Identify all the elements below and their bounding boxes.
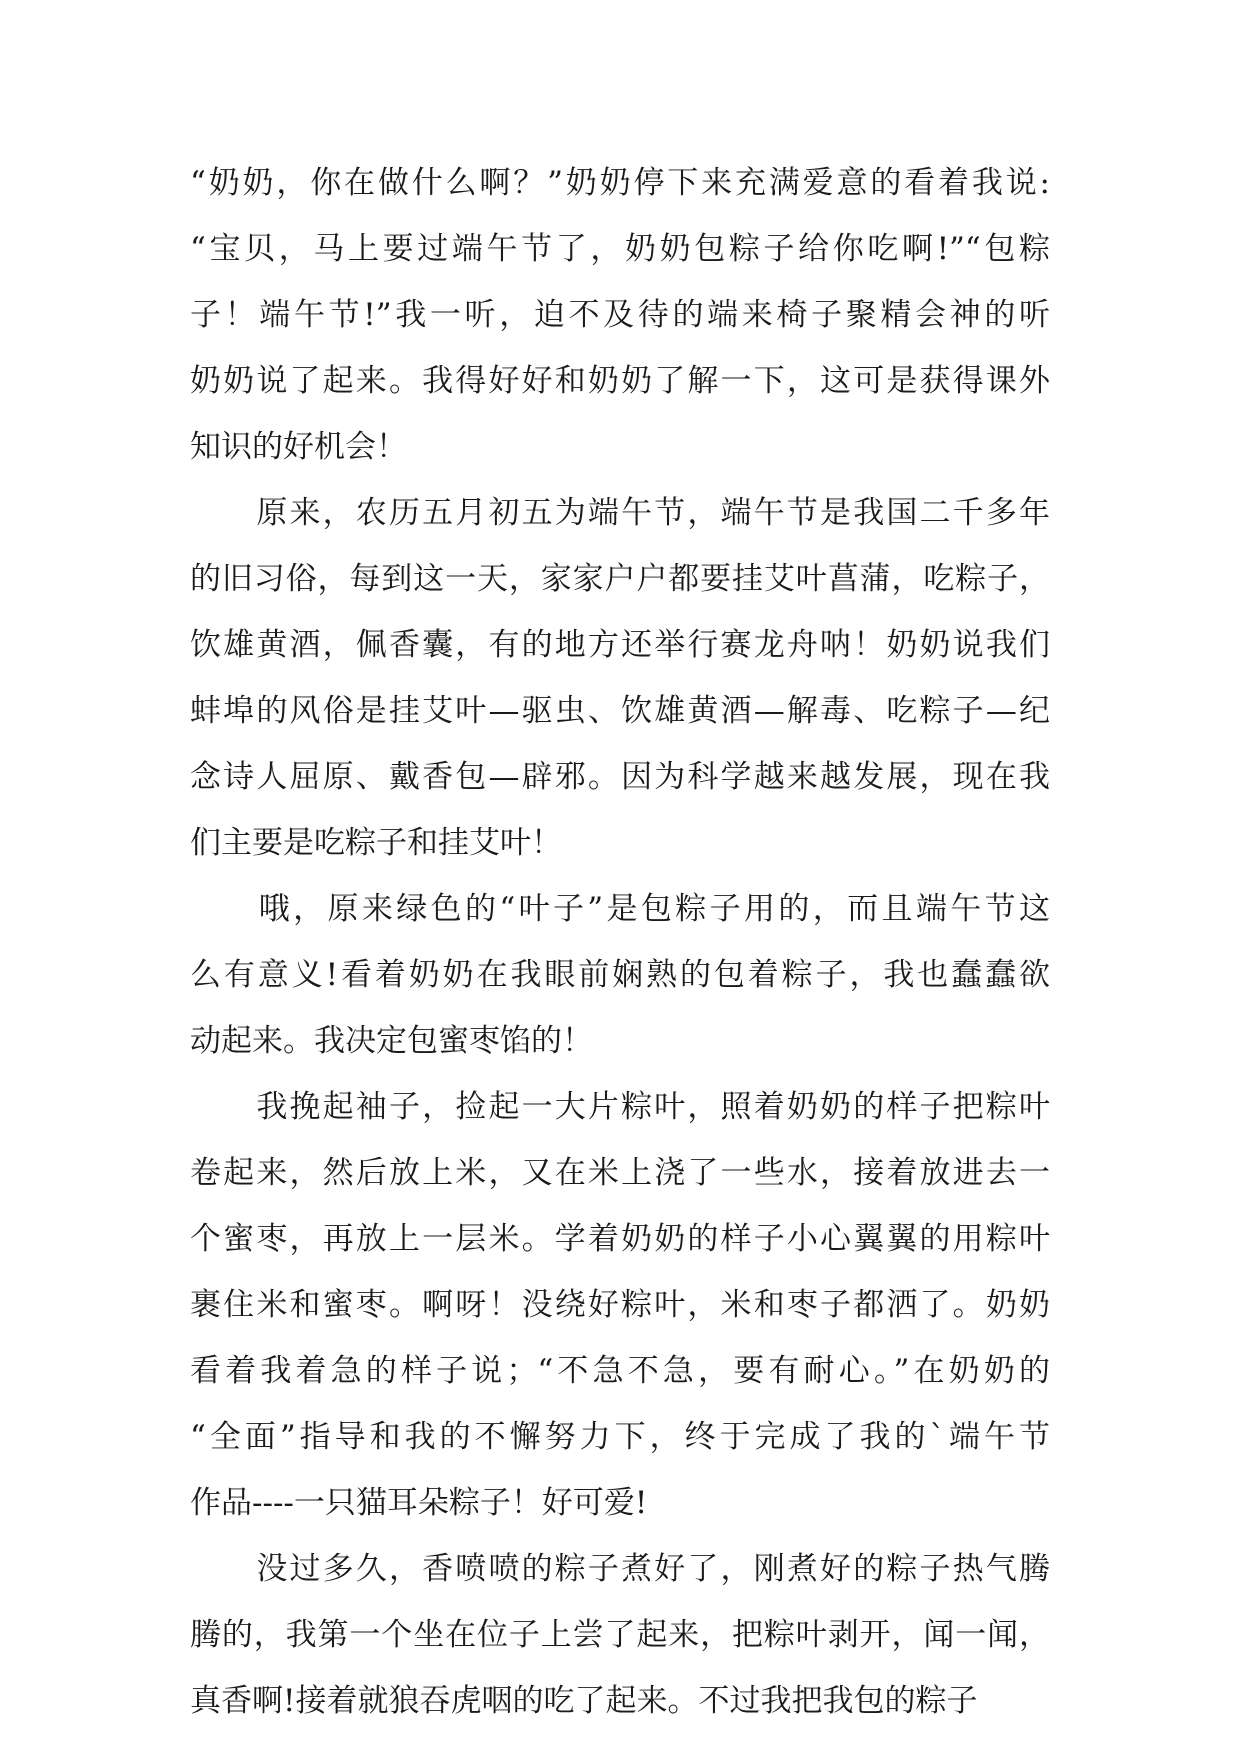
- text-line: 知识的好机会！: [190, 429, 407, 465]
- text-line: 饮雄黄酒，佩香囊，有的地方还举行赛龙舟呐！奶奶说我们: [190, 627, 1050, 663]
- text-line: 蚌埠的风俗是挂艾叶—驱虫、饮雄黄酒—解毒、吃粽子—纪: [190, 693, 1050, 729]
- document-page: [190, 150, 1050, 1734]
- paragraph-5: [190, 1536, 1050, 1734]
- text-line: 奶奶说了起来。我得好好和奶奶了解一下，这可是获得课外: [190, 363, 1050, 399]
- text-line: 个蜜枣，再放上一层米。学着奶奶的样子小心翼翼的用粽叶: [190, 1221, 1050, 1257]
- text-line: 子！端午节!”我一听，迫不及待的端来椅子聚精会神的听: [190, 297, 1050, 333]
- text-line: 原来，农历五月初五为端午节，端午节是我国二千多年: [190, 495, 1050, 531]
- text-line: 哦，原来绿色的“叶子”是包粽子用的，而且端午节这: [190, 891, 1050, 927]
- text-line: 的旧习俗，每到这一天，家家户户都要挂艾叶菖蒲，吃粽子，: [190, 561, 1050, 597]
- paragraph-3: [190, 876, 1050, 1074]
- text-line: “宝贝，马上要过端午节了，奶奶包粽子给你吃啊!”“包粽: [190, 231, 1050, 267]
- text-line: 裹住米和蜜枣。啊呀！没绕好粽叶，米和枣子都洒了。奶奶: [190, 1287, 1050, 1323]
- text-line: 真香啊!接着就狼吞虎咽的吃了起来。不过我把我包的粽子: [190, 1683, 978, 1719]
- text-line: 作品----一只猫耳朵粽子！好可爱!: [190, 1485, 648, 1521]
- text-line: 动起来。我决定包蜜枣馅的！: [190, 1023, 593, 1059]
- paragraph-2: [190, 480, 1050, 876]
- text-line: “全面”指导和我的不懈努力下，终于完成了我的`端午节: [190, 1419, 1050, 1455]
- text-line: “奶奶，你在做什么啊？”奶奶停下来充满爱意的看着我说:: [190, 165, 1050, 201]
- paragraph-1: [190, 150, 1050, 480]
- text-line: 看着我着急的样子说；“不急不急，要有耐心。”在奶奶的: [190, 1353, 1050, 1389]
- text-line: 念诗人屈原、戴香包—辟邪。因为科学越来越发展，现在我: [190, 759, 1050, 795]
- text-line: 么有意义!看着奶奶在我眼前娴熟的包着粽子，我也蠢蠢欲: [190, 957, 1050, 993]
- text-line: 没过多久，香喷喷的粽子煮好了，刚煮好的粽子热气腾: [190, 1551, 1050, 1587]
- text-line: 腾的，我第一个坐在位子上尝了起来，把粽叶剥开，闻一闻，: [190, 1617, 1050, 1653]
- text-line: 我挽起袖子，捡起一大片粽叶，照着奶奶的样子把粽叶: [190, 1089, 1050, 1125]
- text-line: 们主要是吃粽子和挂艾叶！: [190, 825, 562, 861]
- text-line: 卷起来，然后放上米，又在米上浇了一些水，接着放进去一: [190, 1155, 1050, 1191]
- paragraph-4: [190, 1074, 1050, 1536]
